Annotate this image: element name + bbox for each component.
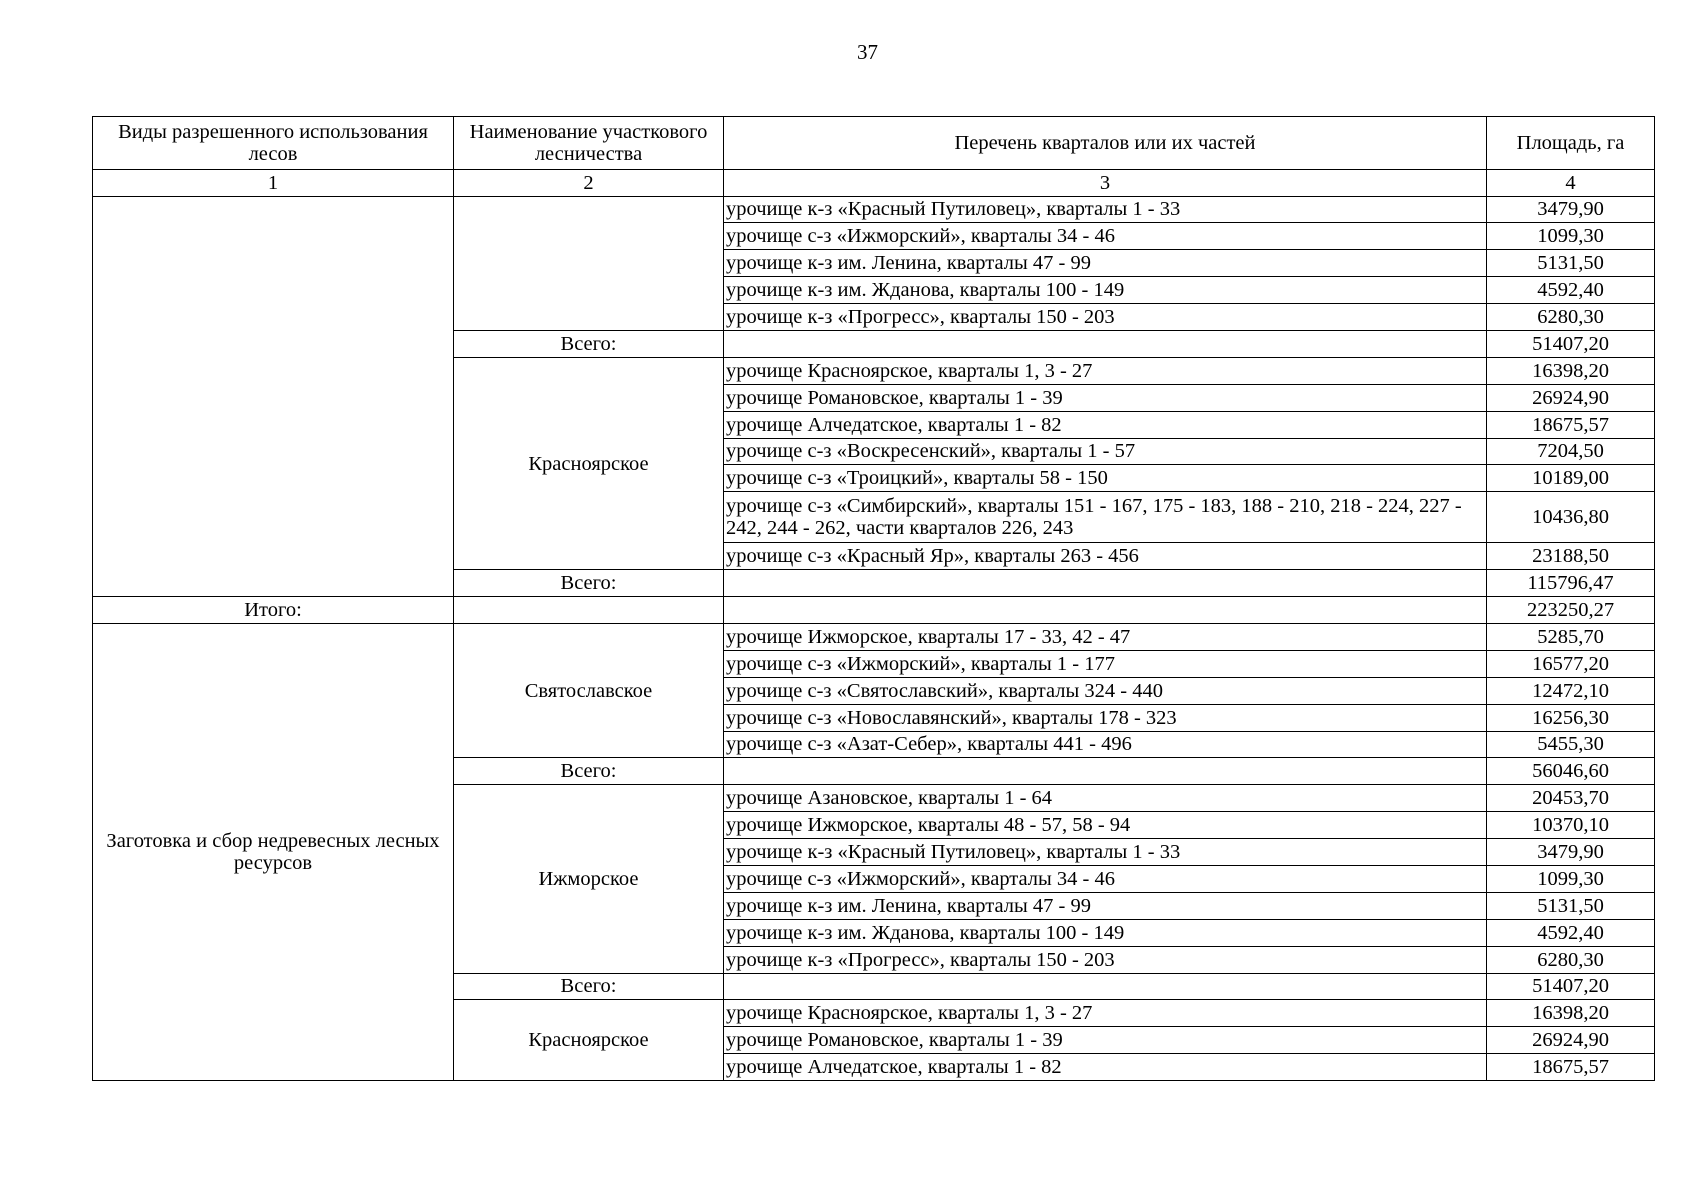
- area-cell: 5455,30: [1487, 731, 1655, 758]
- quarters-cell: урочище Азановское, кварталы 1 - 64: [724, 785, 1487, 812]
- header-forestry-name: Наименование участкового лесничества: [454, 117, 724, 170]
- area-cell: 1099,30: [1487, 865, 1655, 892]
- area-cell: 4592,40: [1487, 919, 1655, 946]
- quarters-cell: урочище Ижморское, кварталы 48 - 57, 58 - 94: [724, 812, 1487, 839]
- area-cell: 20453,70: [1487, 785, 1655, 812]
- quarters-cell: урочище с-з «Воскресенский», кварталы 1 - 57: [724, 438, 1487, 465]
- quarters-cell: урочище Алчедатское, кварталы 1 - 82: [724, 411, 1487, 438]
- quarters-cell: урочище Красноярское, кварталы 1, 3 - 27: [724, 357, 1487, 384]
- use-type-cell-continued: [93, 196, 454, 597]
- area-cell: 16256,30: [1487, 704, 1655, 731]
- total-area: 115796,47: [1487, 570, 1655, 597]
- area-cell: 3479,90: [1487, 839, 1655, 866]
- total-label: Всего:: [454, 330, 724, 357]
- area-cell: 16577,20: [1487, 650, 1655, 677]
- total-area: 51407,20: [1487, 973, 1655, 1000]
- quarters-cell: урочище к-з «Прогресс», кварталы 150 - 203: [724, 946, 1487, 973]
- area-cell: 26924,90: [1487, 1027, 1655, 1054]
- column-number: 1: [93, 170, 454, 197]
- quarters-cell: урочище с-з «Симбирский», кварталы 151 - 167, 175 - 183, 188 - 210, 218 - 224, 227 - 242, 244 - 262, части кварталов 226, 243: [724, 492, 1487, 543]
- grand-total-row: [93, 597, 1655, 624]
- area-cell: 5131,50: [1487, 250, 1655, 277]
- area-cell: 4592,40: [1487, 277, 1655, 304]
- use-type-name: Заготовка и сбор недревесных лесных ресурсов: [93, 623, 454, 1080]
- quarters-cell: урочище с-з «Святославский», кварталы 324 - 440: [724, 677, 1487, 704]
- area-cell: 10370,10: [1487, 812, 1655, 839]
- empty-cell: [724, 758, 1487, 785]
- quarters-cell: урочище к-з им. Ленина, кварталы 47 - 99: [724, 250, 1487, 277]
- total-label: Всего:: [454, 973, 724, 1000]
- page-number: 37: [857, 40, 878, 64]
- quarters-cell: урочище с-з «Троицкий», кварталы 58 - 150: [724, 465, 1487, 492]
- area-cell: 23188,50: [1487, 543, 1655, 570]
- area-cell: 5131,50: [1487, 892, 1655, 919]
- forestry-name: Святославское: [454, 623, 724, 757]
- total-label: Всего:: [454, 570, 724, 597]
- area-cell: 6280,30: [1487, 946, 1655, 973]
- column-number: 4: [1487, 170, 1655, 197]
- quarters-cell: урочище с-з «Азат-Себер», кварталы 441 - 496: [724, 731, 1487, 758]
- area-cell: 12472,10: [1487, 677, 1655, 704]
- forestry-name: Ижморское: [454, 785, 724, 973]
- area-cell: 18675,57: [1487, 411, 1655, 438]
- area-cell: 26924,90: [1487, 384, 1655, 411]
- header-area: Площадь, га: [1487, 117, 1655, 170]
- empty-cell: [724, 973, 1487, 1000]
- area-cell: 6280,30: [1487, 304, 1655, 331]
- quarters-cell: урочище к-з им. Ленина, кварталы 47 - 99: [724, 892, 1487, 919]
- total-area: 51407,20: [1487, 330, 1655, 357]
- quarters-cell: урочище с-з «Ижморский», кварталы 1 - 177: [724, 650, 1487, 677]
- forestry-cell-continued: [454, 196, 724, 330]
- quarters-cell: урочище Романовское, кварталы 1 - 39: [724, 1027, 1487, 1054]
- empty-cell: [724, 330, 1487, 357]
- grand-total-label: Итого:: [93, 597, 454, 624]
- quarters-cell: урочище к-з им. Жданова, кварталы 100 - 149: [724, 919, 1487, 946]
- quarters-cell: урочище Ижморское, кварталы 17 - 33, 42 - 47: [724, 623, 1487, 650]
- area-cell: 18675,57: [1487, 1054, 1655, 1081]
- header-use-type: Виды разрешенного использования лесов: [93, 117, 454, 170]
- area-cell: 3479,90: [1487, 196, 1655, 223]
- area-cell: 16398,20: [1487, 357, 1655, 384]
- area-cell: 7204,50: [1487, 438, 1655, 465]
- quarters-cell: урочище с-з «Новославянский», кварталы 178 - 323: [724, 704, 1487, 731]
- quarters-cell: урочище с-з «Ижморский», кварталы 34 - 46: [724, 223, 1487, 250]
- table-row: [93, 623, 1655, 650]
- area-cell: 1099,30: [1487, 223, 1655, 250]
- forest-use-table: [92, 116, 1655, 1081]
- empty-cell: [454, 597, 724, 624]
- area-cell: 10436,80: [1487, 492, 1655, 543]
- area-cell: 16398,20: [1487, 1000, 1655, 1027]
- quarters-cell: урочище к-з «Красный Путиловец», кварталы 1 - 33: [724, 839, 1487, 866]
- quarters-cell: урочище к-з им. Жданова, кварталы 100 - 149: [724, 277, 1487, 304]
- empty-cell: [724, 570, 1487, 597]
- column-number: 3: [724, 170, 1487, 197]
- grand-total-area: 223250,27: [1487, 597, 1655, 624]
- empty-cell: [724, 597, 1487, 624]
- quarters-cell: урочище Алчедатское, кварталы 1 - 82: [724, 1054, 1487, 1081]
- quarters-cell: урочище Романовское, кварталы 1 - 39: [724, 384, 1487, 411]
- quarters-cell: урочище к-з «Красный Путиловец», кварталы 1 - 33: [724, 196, 1487, 223]
- total-area: 56046,60: [1487, 758, 1655, 785]
- forestry-name: Красноярское: [454, 357, 724, 569]
- quarters-cell: урочище Красноярское, кварталы 1, 3 - 27: [724, 1000, 1487, 1027]
- area-cell: 5285,70: [1487, 623, 1655, 650]
- forestry-name: Красноярское: [454, 1000, 724, 1081]
- header-quarters-list: Перечень кварталов или их частей: [724, 117, 1487, 170]
- total-label: Всего:: [454, 758, 724, 785]
- table-header-row: [93, 117, 1655, 170]
- column-number: 2: [454, 170, 724, 197]
- quarters-cell: урочище с-з «Красный Яр», кварталы 263 - 456: [724, 543, 1487, 570]
- quarters-cell: урочище к-з «Прогресс», кварталы 150 - 203: [724, 304, 1487, 331]
- area-cell: 10189,00: [1487, 465, 1655, 492]
- quarters-cell: урочище с-з «Ижморский», кварталы 34 - 46: [724, 865, 1487, 892]
- column-numbers-row: [93, 170, 1655, 197]
- table-row: [93, 196, 1655, 223]
